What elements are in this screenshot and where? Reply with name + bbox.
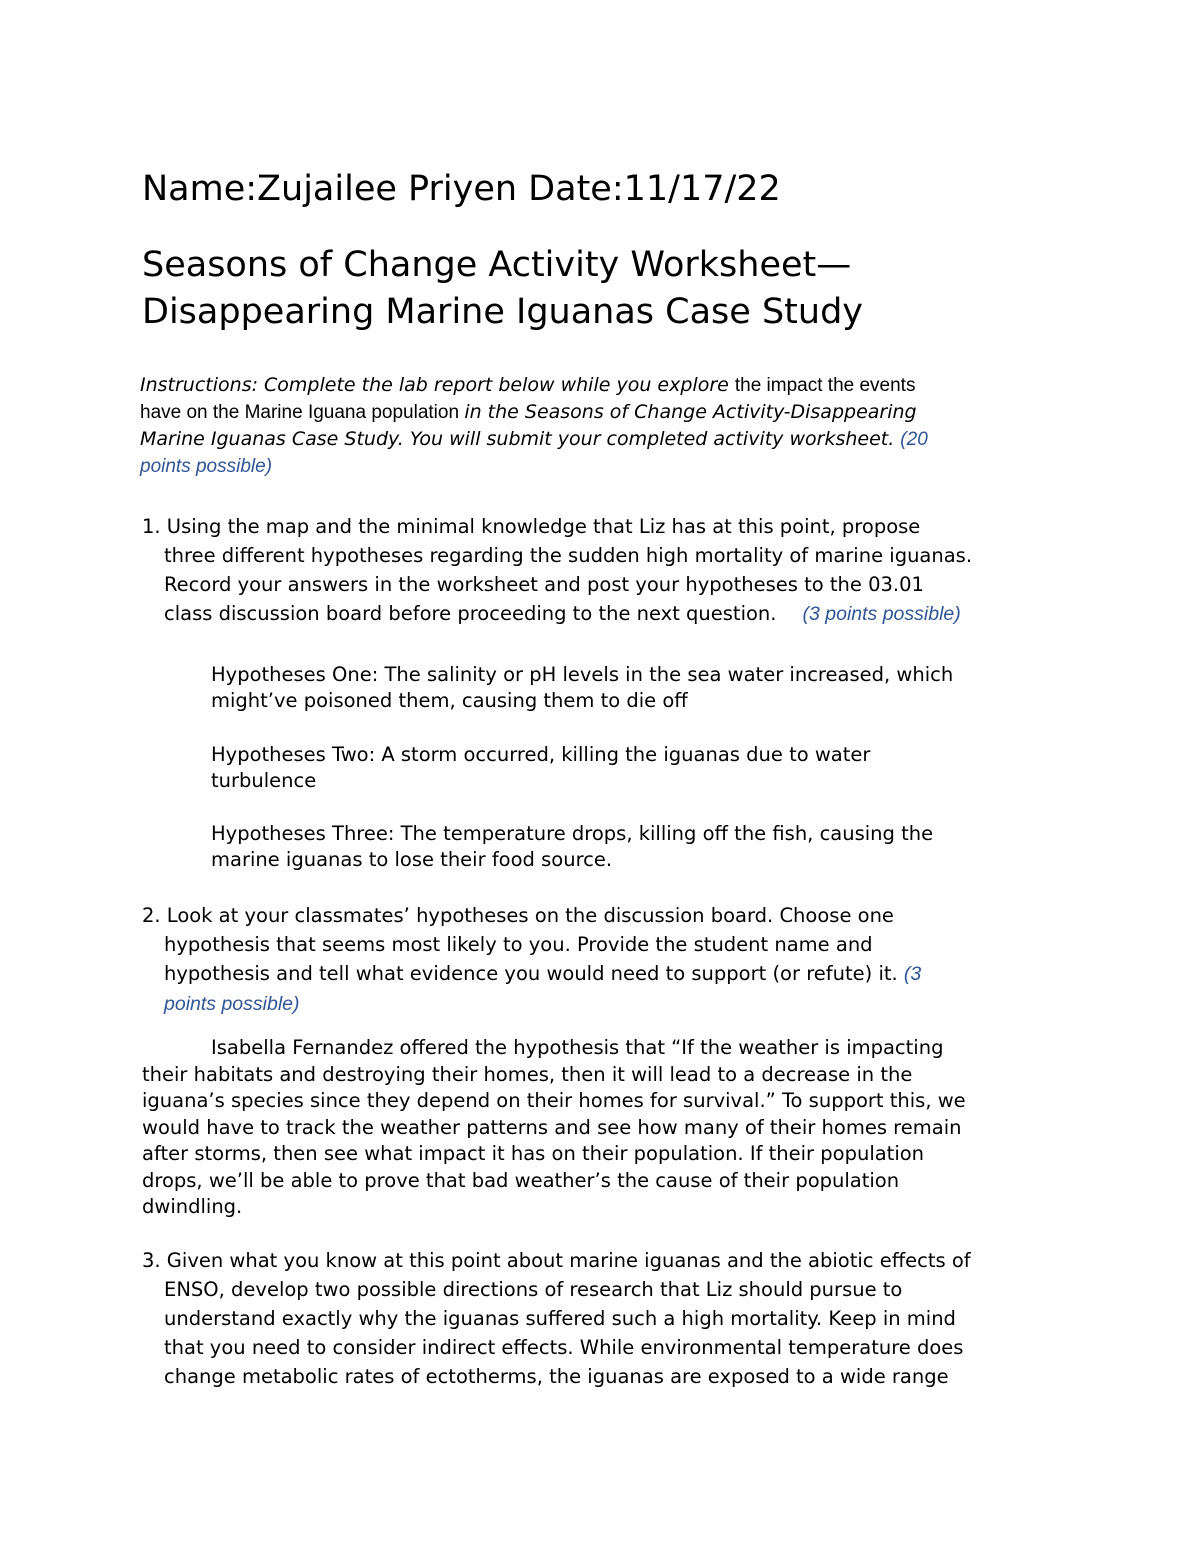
hypothesis-line: marine iguanas to lose their food source.	[211, 848, 613, 871]
question-line: Record your answers in the worksheet and post your hypotheses to the 03.01	[164, 573, 924, 596]
instructions-line	[140, 453, 1070, 480]
question-line: 3. Given what you know at this point about marine iguanas and the abiotic effects of	[142, 1249, 971, 1272]
worksheet-title	[142, 242, 1142, 336]
instructions-plain-text: have on the Marine Iguana population	[140, 402, 465, 423]
instructions-line	[140, 426, 1070, 453]
answer-line: after storms, then see what impact it has on their population. If their population	[142, 1142, 925, 1165]
question-line: three different hypotheses regarding the sudden high mortality of marine iguanas.	[164, 544, 973, 567]
question-line: change metabolic rates of ectotherms, the iguanas are exposed to a wide range	[164, 1365, 949, 1388]
points-label: points possible)	[164, 993, 300, 1015]
instructions-line	[140, 399, 1070, 426]
hypothesis-three	[211, 821, 1111, 873]
points-label: (3	[903, 963, 922, 985]
points-label: (20	[900, 429, 928, 450]
question-line	[142, 599, 1082, 629]
hypothesis-line: might’ve poisoned them, causing them to die off	[211, 689, 688, 712]
points-label: points possible)	[140, 456, 273, 477]
hypothesis-line: turbulence	[211, 769, 317, 792]
hypothesis-two	[211, 742, 1111, 794]
worksheet-title-line2: Disappearing Marine Iguanas Case Study	[142, 292, 864, 332]
question-1	[142, 512, 1082, 629]
answer-line: their habitats and destroying their homes, then it will lead to a decrease in the	[142, 1062, 913, 1086]
question-2	[142, 901, 1082, 1019]
answer-line: Isabella Fernandez offered the hypothesis that “If the weather is impacting	[211, 1036, 944, 1059]
question-line: 2. Look at your classmates’ hypotheses on the discussion board. Choose one	[142, 904, 894, 927]
points-label: (3 points possible)	[802, 603, 961, 625]
hypothesis-line: Hypotheses Three: The temperature drops, killing off the fish, causing the	[211, 822, 934, 845]
question-line: hypothesis that seems most likely to you. Provide the student name and	[164, 933, 873, 956]
instructions-italic-text: in the Seasons of Change Activity-Disappearing	[464, 401, 917, 423]
instructions-plain-text: the impact the events	[734, 375, 916, 396]
instructions-italic-text: Instructions: Complete the lab report below while you explore	[140, 374, 735, 396]
instructions-italic-text: Marine Iguanas Case Study. You will submit your completed activity worksheet.	[140, 428, 901, 450]
answer-line: would have to track the weather patterns and see how many of their homes remain	[142, 1115, 962, 1139]
answer-2-paragraph	[142, 1035, 1072, 1221]
hypothesis-line: Hypotheses One: The salinity or pH levels in the sea water increased, which	[211, 663, 954, 686]
instructions-paragraph	[140, 372, 1070, 480]
answer-line: drops, we’ll be able to prove that bad weather’s the cause of their population	[142, 1168, 900, 1192]
question-line: understand exactly why the iguanas suffered such a high mortality. Keep in mind	[164, 1307, 956, 1330]
question-text: class discussion board before proceeding to the next question.	[164, 602, 777, 625]
question-text: hypothesis and tell what evidence you would need to support (or refute) it.	[164, 962, 904, 985]
question-3	[142, 1246, 1082, 1391]
hypothesis-one	[211, 662, 1111, 714]
name-date-heading: Name:Zujailee Priyen Date:11/17/22	[142, 169, 781, 209]
hypothesis-line: Hypotheses Two: A storm occurred, killing the iguanas due to water	[211, 743, 871, 766]
question-line: ENSO, develop two possible directions of research that Liz should pursue to	[164, 1278, 903, 1301]
question-line	[142, 989, 1082, 1019]
worksheet-title-line1: Seasons of Change Activity Worksheet—	[142, 245, 852, 285]
question-line: 1. Using the map and the minimal knowledge that Liz has at this point, propose	[142, 515, 921, 538]
question-line: that you need to consider indirect effects. While environmental temperature does	[164, 1336, 964, 1359]
answer-line: iguana’s species since they depend on their homes for survival.” To support this, we	[142, 1089, 966, 1112]
answer-line: dwindling.	[142, 1195, 243, 1218]
instructions-line	[140, 372, 1070, 399]
question-line	[142, 959, 1082, 989]
